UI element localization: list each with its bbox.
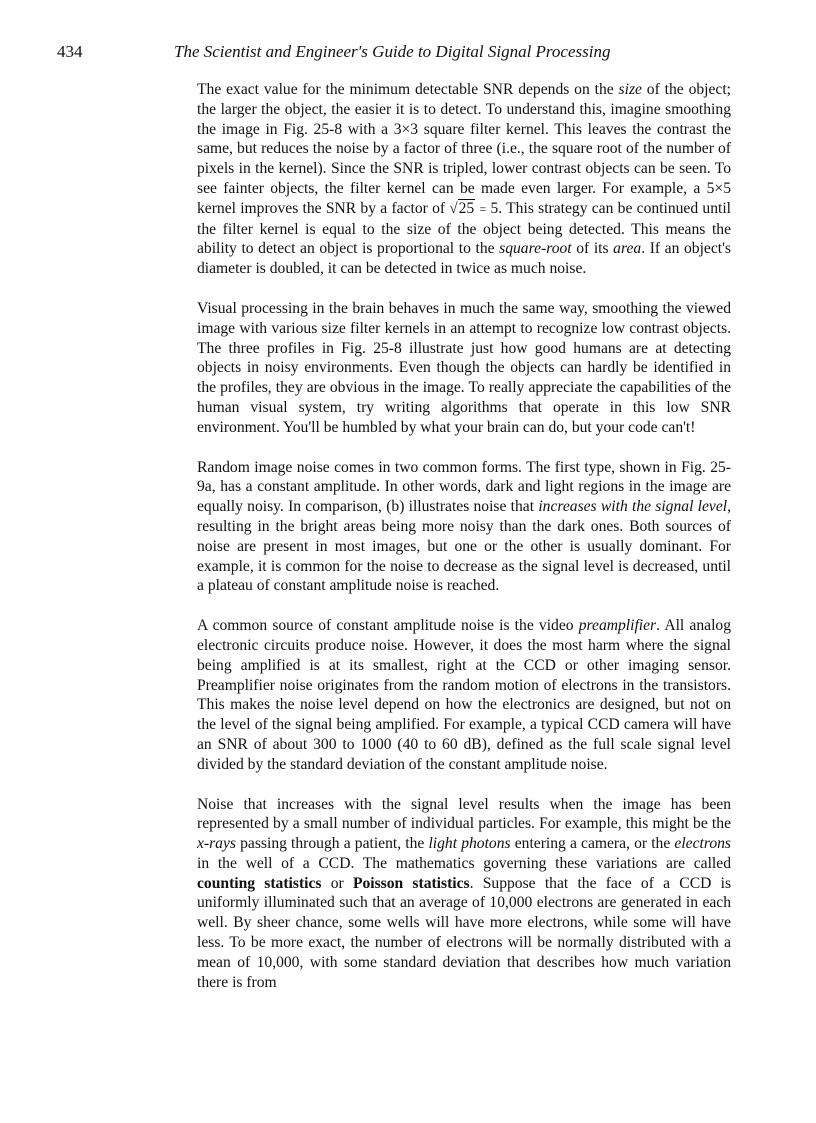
text-run: in the well of a CCD. The mathematics governing these variations are called [197,854,731,872]
emphasis: area [613,240,642,258]
body-text [197,80,731,1012]
emphasis: size [618,81,642,98]
equals-sign: = [479,201,487,216]
key-term: counting statistics [197,874,322,892]
text-run: of its [571,240,614,258]
key-term: Poisson statistics [352,874,470,892]
text-run: . This strategy can be continued until the filter kernel is equal to the size of the object being detected. This means the ability to detect an object is proportional to the [197,199,731,258]
text-run: . If an object's diameter is doubled, it can be detected in twice as much noise. [197,240,731,278]
emphasis: preamplifier [578,617,657,635]
paragraph-3 [197,458,731,597]
text-run: . All analog electronic circuits produce noise. However, it does the most harm where the signal being amplified is at its smallest, right at the CCD or other imaging sensor. Preamplifier noise originates from the random motion of electrons in the transistors. This makes the noise level depend on how the electronics are designed, but not on the level of the signal being amplified. For example, a typical CCD camera will have an SNR of about 300 to 1000 (40 to 60 dB), defined as the full scale signal level divided by the standard deviation of the constant amplitude noise. [197,617,732,773]
paragraph-1 [197,80,731,279]
emphasis: increases with the signal level [538,498,728,516]
emphasis: electrons [674,835,731,853]
emphasis: x-rays [197,835,236,853]
sqrt-result: 5 [490,199,499,217]
text-run: The exact value for the minimum detectable SNR depends on the [197,81,619,98]
emphasis: light photons [428,835,511,853]
radicand: 25 [458,199,475,217]
paragraph-4 [197,616,731,774]
radical-sign: √ [449,200,458,217]
text-run: or [321,874,353,892]
text-run: A common source of constant amplitude noise is the video [197,617,579,635]
paragraph-2: Visual processing in the brain behaves in much the same way, smoothing the viewed image with various size filter kernels in an attempt to recognize low contrast objects. The three profiles in Fig. 25-8 illustrate just how good humans are at detecting objects in noisy environments. Even though the objects can hardly be identified in the profiles, they are obvious in the image. To really appreciate the capabilities of the human visual system, try writing algorithms that operate in this low SNR environment. You'll be humbled by what your brain can do, but your code can't! [197,299,731,436]
text-run: Random image noise comes in two common forms. The first type, shown in Fig. 25-9a, has a constant amplitude. In other words, dark and light regions in the image are equally noisy. In comparison, (b) illustrates noise that [197,458,731,516]
running-head-title: The Scientist and Engineer's Guide to Digital Signal Processing [174,42,611,61]
text-run: , resulting in the bright areas being more noisy than the dark ones. Both sources of noise are present in most images, but one or the other is usually dominant. For example, it is common for the noise to decrease as the signal level is decreased, until a plateau of constant amplitude noise is reached. [197,498,731,595]
text-run: entering a camera, or the [510,835,675,853]
sqrt-expression [449,200,498,217]
text-run: . Suppose that the face of a CCD is uniformly illuminated such that an average of 10,000 electrons are generated in each well. By sheer chance, some wells will have more electrons, while some will have less. To be more exact, the number of electrons will be normally distributed with a mean of 10,000, with some standard deviation that describes how much variation there is from [197,874,732,991]
page-number: 434 [57,42,83,61]
text-run: passing through a patient, the [235,835,429,853]
text-run: Noise that increases with the signal level results when the image has been represented by a small number of individual particles. For example, this might be the [197,795,731,833]
emphasis: square-root [499,240,572,258]
text-run: of the object; the larger the object, the easier it is to detect. To understand this, imagine smoothing the image in Fig. 25-8 with a 3×3 square filter kernel. This leaves the contrast the same, but reduces the noise by a factor of three (i.e., the square root of the number of pixels in the kernel). Since the SNR is tripled, lower contrast objects can be seen. To see fainter objects, the filter kernel can be made even larger. For example, a 5×5 kernel improves the SNR by a factor of [197,81,731,217]
paragraph-5 [197,795,731,993]
